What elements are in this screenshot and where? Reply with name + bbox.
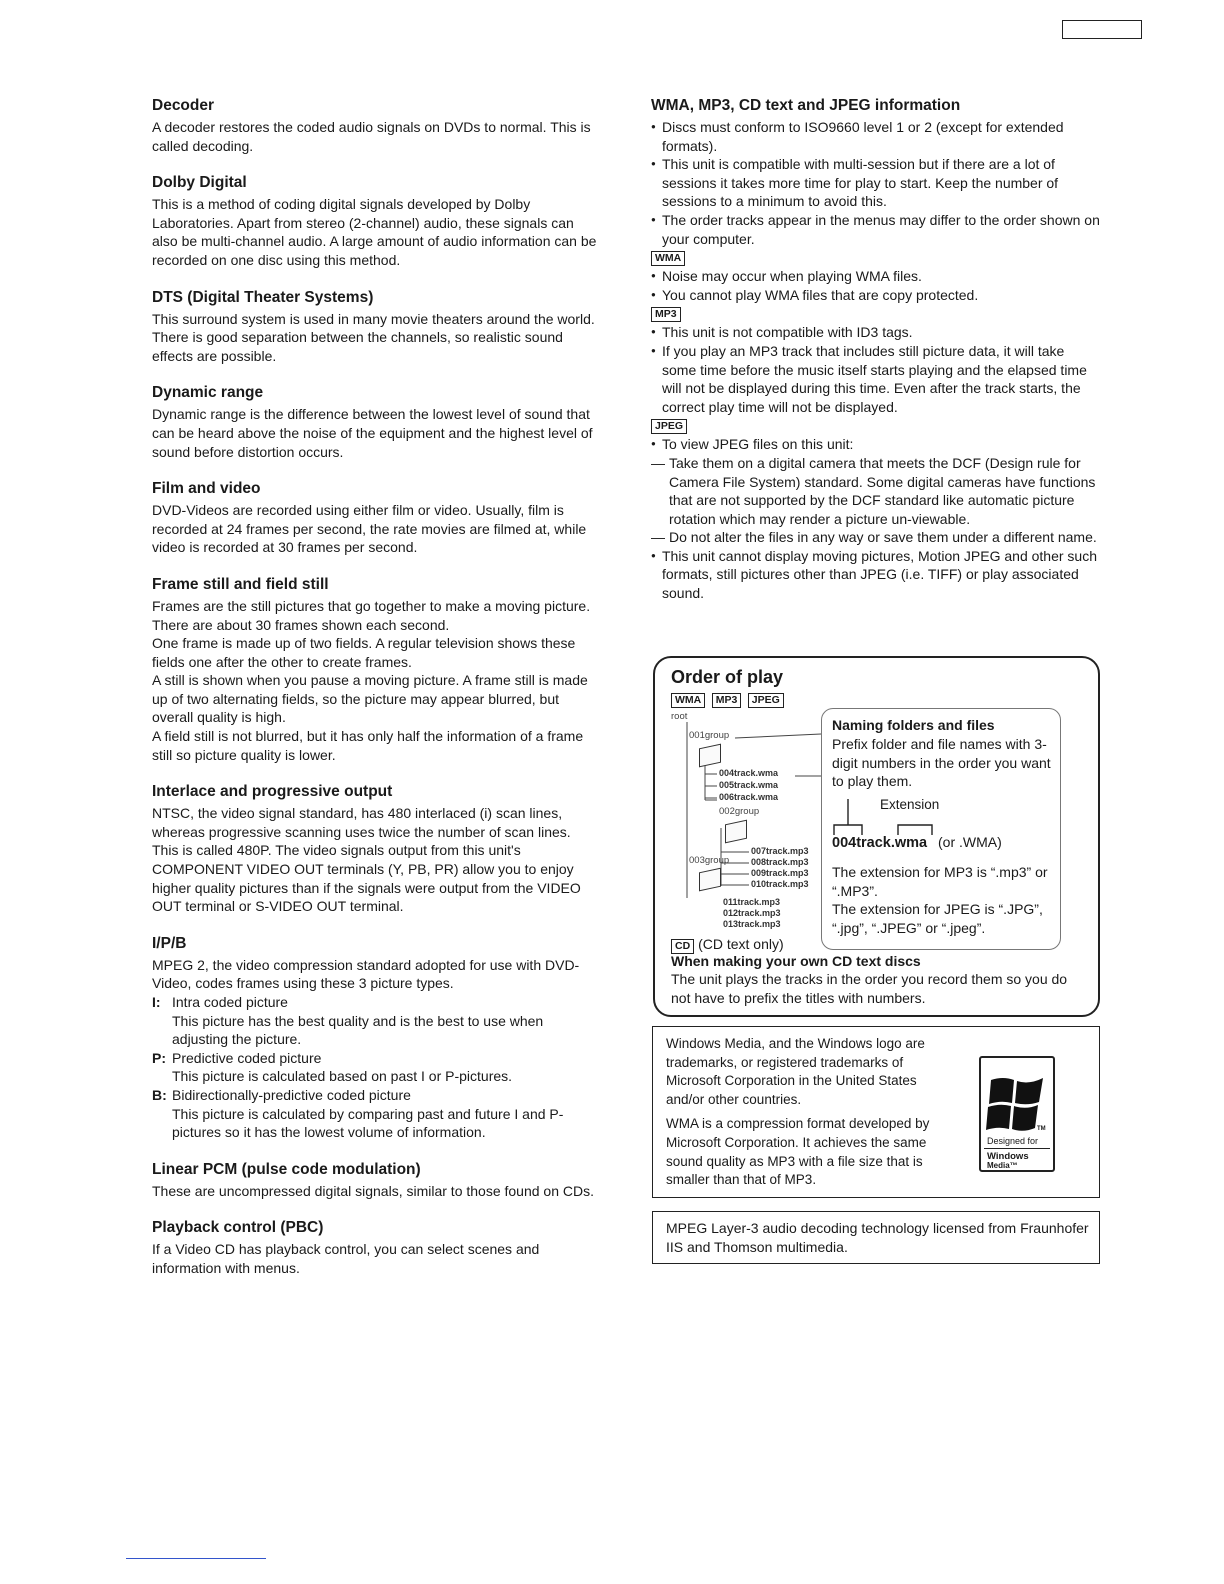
cd-text-label: (CD text only)	[698, 936, 784, 952]
track-label: 009track.mp3	[751, 868, 809, 878]
section-body: These are uncompressed digital signals, similar to those found on CDs.	[152, 1182, 594, 1199]
file-info-right-column	[651, 96, 1101, 603]
track-label: 007track.mp3	[751, 846, 809, 856]
list-item: — Take them on a digital camera that meets the DCF (Design rule for Camera File System) standard. Some digital cameras have functions that are not supported by the DCF standard like automatic picture rotation which may render a picture un-viewable.	[651, 454, 1101, 528]
windows-media-logo	[979, 1056, 1055, 1172]
logo-designed-for: Designed for	[987, 1136, 1039, 1146]
cd-text-body: The unit plays the tracks in the order you record them so you do not have to prefix the titles with numbers.	[671, 971, 1068, 1006]
ipb-name: Predictive coded picture	[172, 1049, 322, 1066]
wma-tag: WMA	[671, 693, 705, 708]
section-body: This surround system is used in many movie theaters around the world. There is good separation between the channels, so realistic sound effects are possible.	[152, 310, 595, 364]
ipb-desc: This picture has the best quality and is the best to use when adjusting the picture.	[172, 1012, 544, 1048]
footer-divider	[126, 1558, 266, 1559]
list-item: ● Noise may occur when playing WMA files.	[651, 267, 1101, 286]
ipb-desc: This picture is calculated by comparing past and future I and P-pictures so it has the lowest volume of information.	[172, 1105, 564, 1141]
section-pbc	[152, 1218, 600, 1277]
example-filename: 004track.wma	[832, 835, 928, 851]
tree-root-label: root	[671, 711, 688, 722]
naming-title: Naming folders and files	[832, 717, 995, 733]
logo-windows: Windows	[987, 1151, 1029, 1162]
naming-body: Prefix folder and file names with 3-digit numbers in the order you want to play them.	[832, 736, 1051, 790]
section-paragraph: A field still is not blurred, but it has only half the information of a frame still so picture quality is lower.	[152, 728, 584, 763]
section-body: MPEG 2, the video compression standard adopted for use with DVD-Video, codes frames using these 3 picture types.	[152, 956, 580, 992]
glossary-left-column	[152, 96, 600, 1296]
section-title: Linear PCM (pulse code modulation)	[152, 1160, 421, 1178]
logo-tm: TM	[1037, 1126, 1046, 1132]
general-notes-list	[651, 118, 1101, 248]
page-number-box	[1062, 20, 1142, 39]
section-paragraph: A still is shown when you pause a moving picture. A frame still is made up of two alternating fields, so the picture may appear blurred, but overall quality is high.	[152, 672, 588, 726]
jpeg-tag: JPEG	[651, 419, 687, 434]
windows-media-notice	[652, 1026, 1100, 1198]
mp3-tag: MP3	[651, 307, 681, 322]
section-paragraph: One frame is made up of two fields. A regular television shows these fields one after the other to create frames.	[152, 635, 576, 670]
trademark-paragraph: Windows Media, and the Windows logo are trademarks, or registered trademarks of Microsoft Corporation in the United States and/or other countries.	[666, 1036, 925, 1107]
section-dolby-digital	[152, 173, 600, 269]
extension-notes	[832, 863, 1054, 937]
wma-paragraph: WMA is a compression format developed by Microsoft Corporation. It achieves the same sound quality as MP3 with a file size that is smaller than that of MP3.	[666, 1116, 930, 1188]
extension-label: Extension	[880, 797, 940, 812]
order-of-play-panel	[653, 656, 1100, 1017]
list-item: ● This unit cannot display moving pictures, Motion JPEG and other such formats, still pictures other than JPEG (i.e. TIFF) or play associated sound.	[651, 547, 1101, 603]
order-of-play-title: Order of play	[671, 667, 784, 687]
example-filename-alt: (or .WMA)	[938, 834, 1002, 850]
cd-tag: CD	[671, 939, 694, 954]
list-item: ● This unit is compatible with multi-session but if there are a lot of sessions it takes more time for play to start. Keep the number of sessions to a minimum to avoid this.	[651, 155, 1101, 211]
group-label: 001group	[689, 730, 730, 741]
windows-media-text	[666, 1035, 956, 1196]
group-label: 003group	[689, 855, 730, 866]
section-frame-still	[152, 575, 600, 764]
section-body: DVD-Videos are recorded using either film or video. Usually, film is recorded at 24 frames per second, the rate movies are filmed at, while video is recorded at 30 frames per second.	[152, 502, 587, 556]
list-item: ● If you play an MP3 track that includes still picture data, it will take some time before the music itself starts playing and the elapsed time will not be displayed during this time. Even after the track starts, the correct play time will not be displayed.	[651, 342, 1101, 416]
ipb-desc: This picture is calculated based on past I or P-pictures.	[172, 1068, 513, 1085]
section-decoder	[152, 96, 600, 155]
track-label: 004track.wma	[719, 768, 779, 778]
list-item: — Do not alter the files in any way or save them under a different name.	[651, 528, 1101, 547]
track-label: 013track.mp3	[723, 919, 781, 929]
section-dynamic-range	[152, 383, 600, 461]
track-label: 010track.mp3	[751, 879, 809, 889]
section-body: A decoder restores the coded audio signals on DVDs to normal. This is called decoding.	[152, 119, 591, 154]
ipb-item-i	[152, 993, 600, 1012]
section-title: DTS (Digital Theater Systems)	[152, 288, 374, 306]
section-film-and-video	[152, 479, 600, 557]
wma-tag: WMA	[651, 251, 685, 266]
mp3-tag: MP3	[712, 693, 742, 708]
ipb-item-p	[152, 1049, 600, 1068]
track-label: 011track.mp3	[723, 897, 781, 907]
list-item: ● You cannot play WMA files that are copy protected.	[651, 286, 1101, 305]
logo-media: Media™	[987, 1161, 1018, 1170]
track-label: 008track.mp3	[751, 857, 809, 867]
section-ipb	[152, 934, 600, 1142]
list-item: ● This unit is not compatible with ID3 tags.	[651, 323, 1101, 342]
extension-brackets	[822, 797, 1060, 837]
track-label: 005track.wma	[719, 780, 779, 790]
section-title: Dolby Digital	[152, 174, 247, 192]
mp3-extension-note: The extension for MP3 is “.mp3” or “.MP3”.	[832, 864, 1048, 899]
section-body: Dynamic range is the difference between the lowest level of sound that can be heard above the noise of the equipment and the highest level of sound before distortion occurs.	[152, 406, 593, 460]
section-title: Playback control (PBC)	[152, 1219, 324, 1237]
track-label: 006track.wma	[719, 792, 779, 802]
ipb-key: P:	[152, 1049, 166, 1066]
section-body: If a Video CD has playback control, you can select scenes and information with menus.	[152, 1241, 540, 1276]
section-linear-pcm	[152, 1160, 600, 1201]
jpeg-last-list	[651, 547, 1101, 603]
jpeg-tag: JPEG	[748, 693, 784, 708]
ipb-key: I:	[152, 994, 161, 1010]
list-item: ● To view JPEG files on this unit:	[651, 435, 1101, 454]
section-title: Dynamic range	[152, 384, 264, 402]
section-body: NTSC, the video signal standard, has 480 interlaced (i) scan lines, whereas progressive scanning uses twice the number of scan lines. This is called 480P. The video signals output from this unit's COMPONENT VIDEO OUT terminals (Y, PB, PR) allow you to enjoy higher quality pictures than if the signals were output from the VIDEO OUT terminal or S-VIDEO OUT terminal.	[152, 805, 581, 915]
ipb-name: Intra coded picture	[172, 994, 288, 1010]
mpeg-license-notice	[652, 1211, 1100, 1264]
list-item: ● Discs must conform to ISO9660 level 1 or 2 (except for extended formats).	[651, 118, 1101, 155]
section-paragraph: Frames are the still pictures that go together to make a moving picture. There are about 30 frames shown each second.	[152, 597, 591, 633]
track-label: 012track.mp3	[723, 908, 781, 918]
ipb-item-b	[152, 1086, 600, 1105]
cd-text-title: When making your own CD text discs	[671, 953, 921, 969]
section-title: I/P/B	[152, 934, 187, 952]
jpeg-notes-list	[651, 435, 1101, 454]
jpeg-extension-note: The extension for JPEG is “.JPG”, “.jpg”, “.JPEG” or “.jpeg”.	[832, 901, 1043, 936]
mp3-notes-list	[651, 323, 1101, 416]
jpeg-dash-list	[651, 454, 1101, 547]
section-body: This is a method of coding digital signals developed by Dolby Laboratories. Apart from stereo (2-channel) audio, these signals can also be multi-channel audio. A large amount of audio information can be recorded on one disc using this method.	[152, 196, 597, 268]
section-title: Frame still and field still	[152, 575, 329, 593]
ipb-key: B:	[152, 1086, 167, 1103]
section-title: Interlace and progressive output	[152, 783, 393, 801]
section-interlace	[152, 782, 600, 916]
section-title: Film and video	[152, 480, 261, 498]
list-item: ● The order tracks appear in the menus may differ to the order shown on your computer.	[651, 211, 1101, 248]
section-title: WMA, MP3, CD text and JPEG information	[651, 97, 961, 114]
section-dts	[152, 288, 600, 366]
group-label: 002group	[719, 806, 760, 817]
wma-notes-list	[651, 267, 1101, 304]
mpeg-license-text: MPEG Layer-3 audio decoding technology licensed from Fraunhofer IIS and Thomson multimedia.	[666, 1220, 1089, 1255]
naming-rules-box	[821, 708, 1061, 950]
section-title: Decoder	[152, 97, 215, 114]
ipb-name: Bidirectionally-predictive coded picture	[172, 1086, 411, 1103]
